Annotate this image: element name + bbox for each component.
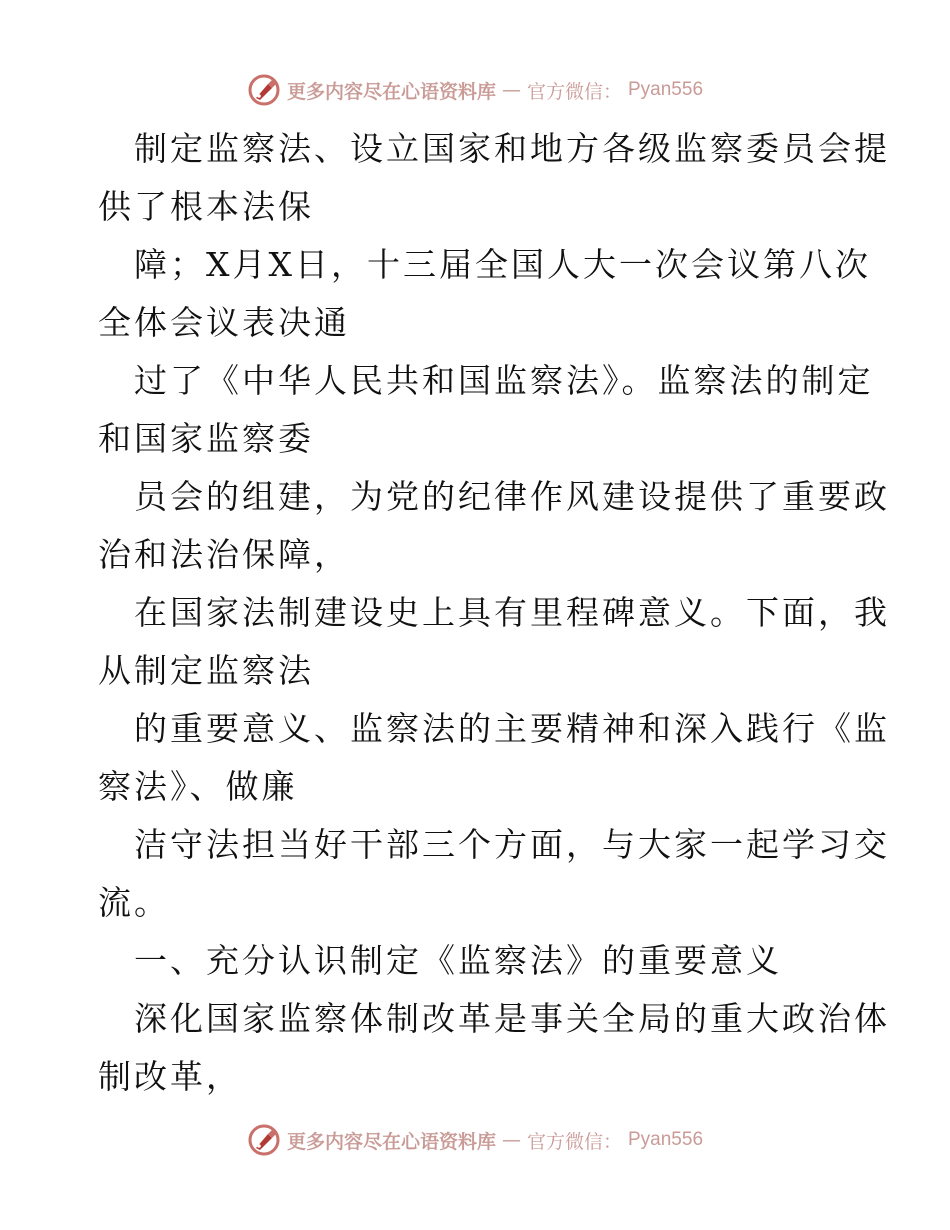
body-line: 员会的组建，为党的纪律作风建设提供了重要政 xyxy=(134,477,890,516)
body-line: 在国家法制建设史上具有里程碑意义。下面，我 xyxy=(134,593,890,632)
watermark-separator: — xyxy=(501,79,521,101)
body-line: 察法》、做廉 xyxy=(98,767,298,806)
body-line: 的重要意义、监察法的主要精神和深入践行《监 xyxy=(134,709,890,748)
body-line: 障；X月X日，十三届全国人大一次会议第八次 xyxy=(134,245,871,284)
watermark-separator: — xyxy=(501,1129,521,1151)
watermark-id: Pyan556 xyxy=(628,1129,704,1150)
body-line: 供了根本法保 xyxy=(98,187,314,226)
watermark-suffix: 官方微信： xyxy=(526,80,622,103)
body-line: 过了《中华人民共和国监察法》。监察法的制定 xyxy=(134,361,874,400)
pen-nib-circle-logo-icon xyxy=(247,73,281,107)
footer-watermark xyxy=(0,1122,950,1158)
pen-nib-circle-logo-icon xyxy=(247,1123,281,1157)
body-line: 深化国家监察体制改革是事关全局的重大政治体 xyxy=(134,999,890,1038)
watermark-text: 更多内容尽在心语资料库 xyxy=(286,80,496,103)
watermark-suffix: 官方微信： xyxy=(526,1130,622,1153)
document-body xyxy=(98,120,890,1106)
body-line: 流。 xyxy=(98,883,170,922)
section-heading: 一、充分认识制定《监察法》的重要意义 xyxy=(134,941,782,980)
header-watermark xyxy=(0,72,950,108)
watermark-text: 更多内容尽在心语资料库 xyxy=(286,1130,496,1153)
body-line: 洁守法担当好干部三个方面，与大家一起学习交 xyxy=(134,825,890,864)
body-line: 从制定监察法 xyxy=(98,651,314,690)
body-line: 全体会议表决通 xyxy=(98,303,350,342)
body-line: 治和法治保障， xyxy=(98,535,350,574)
body-line: 和国家监察委 xyxy=(98,419,314,458)
body-line: 制定监察法、设立国家和地方各级监察委员会提 xyxy=(134,129,890,168)
body-line: 制改革， xyxy=(98,1057,242,1096)
watermark-id: Pyan556 xyxy=(628,79,704,100)
